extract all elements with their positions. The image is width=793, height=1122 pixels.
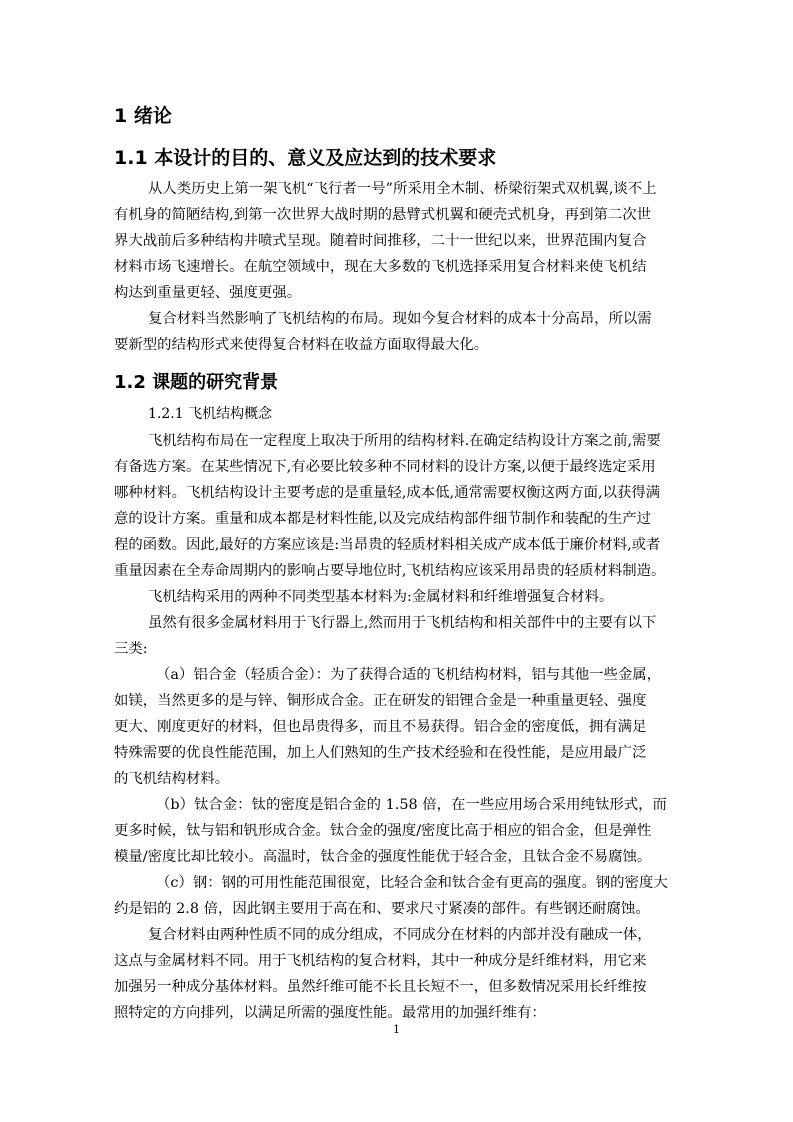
paragraph-line: 照特定的方向排列，以满足所需的强度性能。最常用的加强纤维有： [114,1005,546,1021]
chapter-heading: 1 绪论 [114,105,172,127]
paragraph-line: 飞机结构采用的两种不同类型基本材料为:金属材料和纤维增强复合材料。 [148,589,614,605]
paragraph-line: 哪种材料。飞机结构设计主要考虑的是重量轻,成本低,通常需要权衡这两方面,以获得满 [114,485,661,501]
paragraph-line: 程的函数。因此,最好的方案应该是:当昂贵的轻质材料相关成产成本低于廉价材料,或者 [114,537,661,553]
paragraph-line: 要新型的结构形式来使得复合材料在收益方面取得最大化。 [114,337,489,353]
paragraph-line: 这点与金属材料不同。用于飞机结构的复合材料，其中一种成分是纤维材料，用它来 [114,953,647,969]
section-heading-1-1: 1.1 本设计的目的、意义及应达到的技术要求 [114,147,497,169]
paragraph-line: 虽然有很多金属材料用于飞行器上,然而用于飞机结构和相关部件中的主要有以下 [148,615,657,631]
paragraph-aluminum [114,662,716,792]
subsection-heading-1-2-1: 1.2.1 飞机结构概念 [148,406,273,422]
paragraph-line: 界大战前后多种结构井喷式呈现。随着时间推移，二十一世纪以来，世界范围内复合 [114,233,647,249]
paragraph-line: 更多时候，钛与铝和钒形成合金。钛合金的强度/密度比高于相应的铝合金，但是弹性 [114,823,652,839]
paragraph-line: 飞机结构布局在一定程度上取决于所用的结构材料.在确定结构设计方案之前,需要 [148,433,661,449]
paragraph-line: 复合材料由两种性质不同的成分组成，不同成分在材料的内部并没有融成一体， [148,927,652,943]
paragraph-composites [114,922,716,1026]
paragraph-history [114,176,716,306]
page-number: 1 [393,1023,400,1036]
paragraph-material-types [114,584,716,610]
paragraph-line: 更大、刚度更好的材料，但也昂贵得多，而且不易获得。铝合金的密度低，拥有满足 [114,719,647,735]
paragraph-line: 有备选方案。在某些情况下,有必要比较多种不同材料的设计方案,以便于最终选定采用 [114,459,656,475]
paragraph-line: 复合材料当然影响了飞机结构的布局。现如今复合材料的成本十分高昂，所以需 [148,311,652,327]
paragraph-structure-layout [114,428,716,584]
paragraph-line: 特殊需要的优良性能范围，加上人们熟知的生产技术经验和在役性能，是应用最广泛 [114,745,647,761]
paragraph-line: 模量/密度比却比较小。高温时，钛合金的强度性能优于轻合金，且钛合金不易腐蚀。 [114,849,652,865]
paragraph-line: 有机身的简陋结构,到第一次世界大战时期的悬臂式机翼和硬壳式机身，再到第二次世 [114,207,652,223]
paragraph-line: 从人类历史上第一架飞机“飞行者一号”所采用全木制、桥梁衍架式双机翼,谈不上 [148,181,657,197]
paragraph-steel [114,870,716,922]
paragraph-line: 构达到重量更轻、强度更强。 [114,285,302,301]
paragraph-metals-intro [114,610,716,662]
paragraph-line: 约是铝的 2.8 倍，因此钢主要用于高在和、要求尺寸紧凑的部件。有些钢还耐腐蚀。 [114,901,650,917]
paragraph-line: 三类: [114,641,148,657]
paragraph-line: 重量因素在全寿命周期内的影响占要导地位时,飞机结构应该采用昂贵的轻质材料制造。 [114,563,666,579]
paragraph-line: （c）钢：钢的可用性能范围很宽，比轻合金和钛合金有更高的强度。钢的密度大 [156,875,668,891]
section-heading-1-2: 1.2 课题的研究背景 [114,372,279,393]
paragraph-titanium [114,792,716,870]
paragraph-line: （a）铝合金（轻质合金）：为了获得合适的飞机结构材料，铝与其他一些金属， [156,667,662,683]
paragraph-line: （b）钛合金：钛的密度是铝合金的 1.58 倍，在一些应用场合采用纯钛形式，而 [156,797,667,813]
paragraph-line: 加强另一种成分基体材料。虽然纤维可能不长且长短不一，但多数情况采用长纤维按 [114,979,647,995]
paragraph-line: 意的设计方案。重量和成本都是材料性能,以及完成结构部件细节制作和装配的生产过 [114,511,652,527]
paragraph-composite-cost [114,306,716,358]
paragraph-line: 的飞机结构材料。 [114,771,230,787]
paragraph-line: 如镁，当然更多的是与锌、铜形成合金。正在研发的铝锂合金是一种重量更轻、强度 [114,693,647,709]
paragraph-line: 材料市场飞速增长。在航空领域中，现在大多数的飞机选择采用复合材料来使飞机结 [114,259,647,275]
